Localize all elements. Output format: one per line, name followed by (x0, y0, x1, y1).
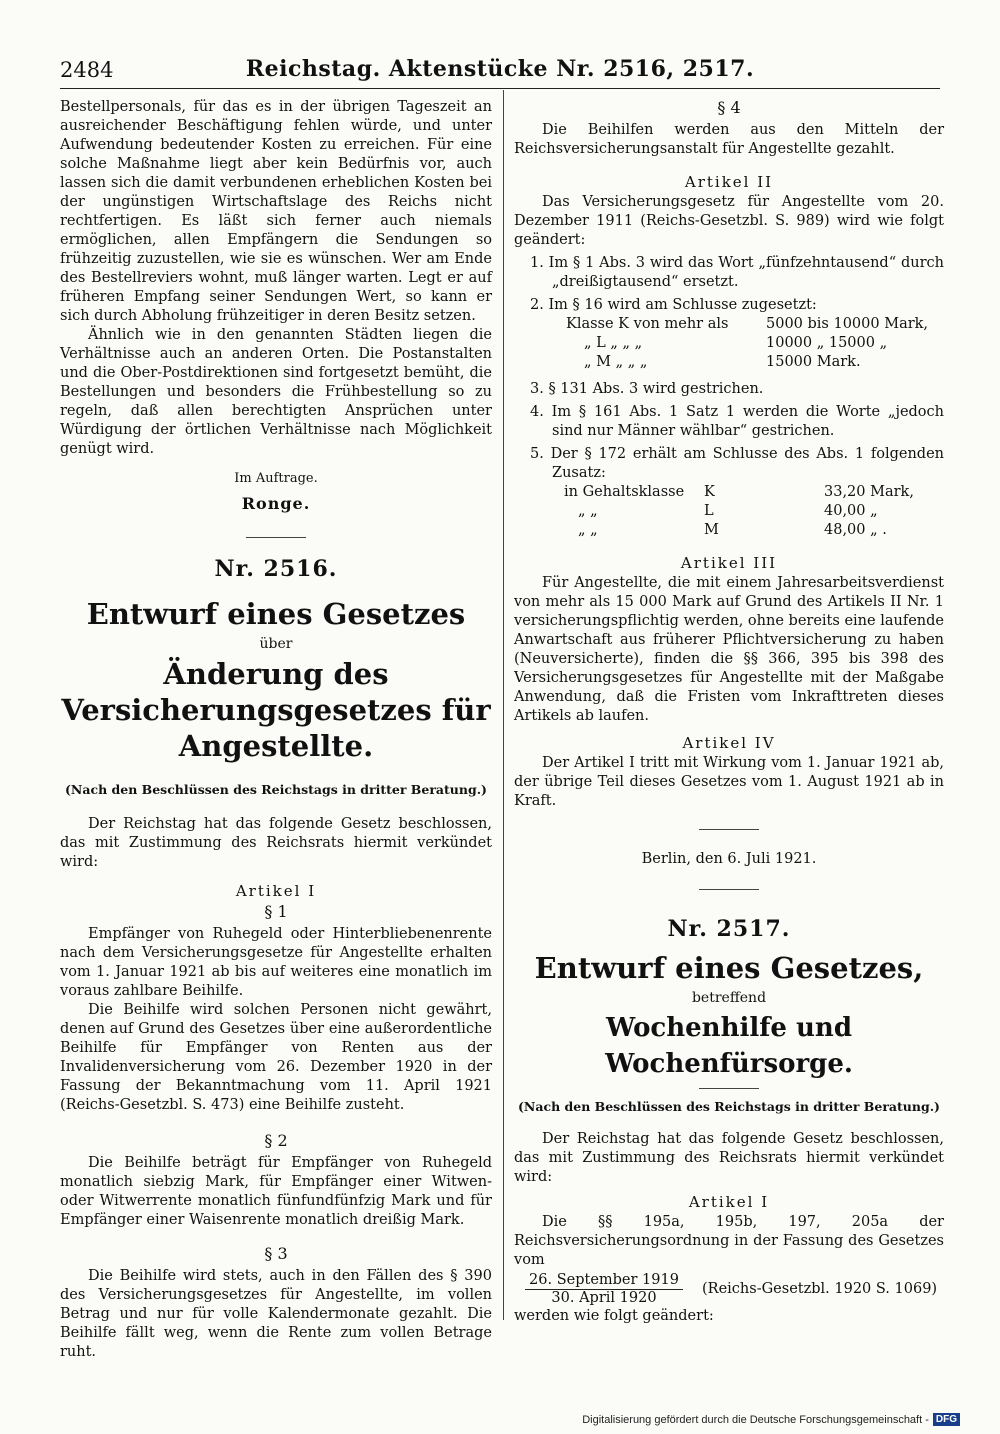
table-row (566, 353, 944, 372)
table-cell: 33,20 Mark, (824, 484, 914, 500)
document-subtitle: Wochenhilfe und Wochenfürsorge. (605, 1013, 853, 1079)
table-cell: 48,00 „ . (824, 522, 887, 538)
date-denominator: 30. April 1920 (551, 1290, 657, 1306)
section-heading: § 2 (264, 1131, 288, 1150)
table-cell: K (704, 484, 715, 500)
salary-table (514, 483, 944, 540)
left-column (60, 98, 492, 1362)
paragraph: Die Beihilfe wird stets, auch in den Fällen des § 390 des Versicherungsgesetzes für Angestellte, im vollen Betrag und nur für volle Kalendermonate gezahlt. Die Beihilfe fällt weg, wenn die Rente zum vollen Betrage ruht. (60, 1268, 492, 1360)
document-title: Entwurf eines Gesetzes (86, 597, 466, 631)
paragraph: Bestellpersonals, für das es in der übrigen Tageszeit an ausreichender Beschäftigung fehlen würde, und unter Aufwendung bedeutender Kosten zu erreichen. Für eine solche Maßnahme liegt aber kein Bedürfnis vor, auch lassen sich die damit verbundenen erheblichen Kosten bei der ungünstigen Wirtschaftslage des Reichs nicht rechtfertigen. Es läßt sich ferner auch niemals ermöglichen, allen Empfängern die Sendungen so frühzeitig zuzustellen, wie sie es wünschen. Wer am Ende des Bestellreviers wohnt, muß länger warten. Legt er auf früheren Empfang seiner Sendungen Wert, so kann er sich durch Abholung frühzeitiger in deren Besitz setzen. (60, 99, 492, 324)
table-row (566, 315, 944, 334)
paragraph: Die Beihilfen werden aus den Mitteln der Reichsversicherungsanstalt für Angestellte gezahlt. (514, 122, 944, 157)
paragraph: werden wie folgt geändert: (514, 1308, 714, 1324)
enactment-clause: Der Reichstag hat das folgende Gesetz beschlossen, das mit Zustimmung des Reichsrats hiermit verkündet wird: (60, 816, 492, 870)
list-item: 1. Im § 1 Abs. 3 wird das Wort „fünfzehntausend“ durch „dreißigtausend“ ersetzt. (530, 255, 944, 290)
article-heading: Artikel I (688, 1193, 770, 1211)
table-cell: L (704, 503, 714, 519)
divider (246, 537, 306, 538)
dfg-logo: DFG (933, 1413, 960, 1426)
article-heading: Artikel III (680, 554, 778, 572)
title-connector: betreffend (691, 990, 767, 1006)
list-item: 5. Der § 172 erhält am Schlusse des Abs. 1 folgenden Zusatz: (530, 446, 944, 481)
list-item: 4. Im § 161 Abs. 1 Satz 1 werden die Worte „jedoch sind nur Männer wählbar“ gestrichen. (530, 404, 944, 439)
paragraph: Empfänger von Ruhegeld oder Hinterbliebenenrente nach dem Versicherungsgesetze für Angestellte erhalten vom 1. Januar 1921 ab bis auf weiteres eine monatlich im voraus zahlbare Beihilfe. (60, 926, 492, 999)
place-date: Berlin, den 6. Juli 1921. (641, 851, 817, 867)
article-heading: Artikel IV (682, 734, 776, 752)
paragraph: Die Beihilfe wird solchen Personen nicht gewährt, denen auf Grund des Gesetzes über eine außerordentliche Beihilfe für Empfänger von Renten aus der Invalidenversicherung vom 26. Dezember 1920 in der Fassung der Bekanntmachung vom 11. April 1921 (Reichs-Gesetzbl. S. 473) eine Beihilfe zusteht. (60, 1002, 492, 1113)
paragraph: Der Artikel I tritt mit Wirkung vom 1. Januar 1921 ab, der übrige Teil dieses Gesetzes vom 1. August 1921 ab in Kraft. (514, 755, 944, 809)
resolution-note: (Nach den Beschlüssen des Reichstags in dritter Beratung.) (65, 782, 487, 797)
section-heading: § 3 (264, 1244, 288, 1263)
list-item: 2. Im § 16 wird am Schlusse zugesetzt: (530, 297, 817, 313)
section-heading: § 4 (717, 98, 741, 117)
date-numerator: 26. September 1919 (525, 1272, 683, 1290)
paragraph: Ähnlich wie in den genannten Städten liegen die Verhältnisse auch an anderen Orten. Die Postanstalten und die Ober-Postdirektionen sind fortgesetzt bemüht, die Bestellungen und besonders die Frühbestellung so zu regeln, daß allen berechtigten Ansprüchen unter Würdigung der örtlichen Verhältnisse nach Möglichkeit genügt wird. (60, 327, 492, 457)
document-title: Entwurf eines Gesetzes, (534, 951, 924, 985)
list-item: 3. § 131 Abs. 3 wird gestrichen. (530, 381, 764, 397)
table-cell: M (704, 522, 719, 538)
resolution-note: (Nach den Beschlüssen des Reichstags in dritter Beratung.) (518, 1099, 940, 1114)
article-heading: Artikel II (684, 173, 774, 191)
document-number: Nr. 2516. (214, 556, 338, 582)
signature: Ronge. (241, 494, 311, 513)
table-row (564, 521, 944, 540)
table-cell: „ „ (578, 503, 598, 519)
table-cell: 10000 „ 15000 „ (766, 335, 888, 351)
date-fraction-line (514, 1272, 944, 1307)
page-number: 2484 (60, 58, 114, 82)
im-auftrage: Im Auftrage. (234, 471, 318, 486)
paragraph: Das Versicherungsgesetz für Angestellte vom 20. Dezember 1911 (Reichs-Gesetzbl. S. 989) wird wie folgt geändert: (514, 194, 944, 248)
class-table (514, 315, 944, 372)
table-cell: Klasse K von mehr als (566, 316, 729, 332)
table-row (566, 334, 944, 353)
paragraph: Die Beihilfe beträgt für Empfänger von Ruhegeld monatlich siebzig Mark, für Empfänger einer Witwen- oder Witwerrente monatlich fünfundfünfzig Mark und für Empfänger einer Waisenrente monatlich dreißig Mark. (60, 1155, 492, 1228)
divider (699, 829, 759, 830)
table-cell: „ M „ „ „ (584, 354, 648, 370)
table-cell: 5000 bis 10000 Mark, (766, 316, 929, 332)
table-cell: 40,00 „ (824, 503, 878, 519)
footer-text: Digitalisierung gefördert durch die Deutsche Forschungsgemeinschaft - (582, 1413, 929, 1426)
date-fraction (514, 1272, 694, 1307)
table-cell: „ „ (578, 522, 598, 538)
column-divider (503, 90, 504, 1320)
divider (699, 1088, 759, 1089)
table-cell: „ L „ „ „ (584, 335, 643, 351)
paragraph: Für Angestellte, die mit einem Jahresarbeitsverdienst von mehr als 15 000 Mark auf Grund des Artikels II Nr. 1 versicherungspflichtig werden, ohne bereits eine laufende Anwartschaft aus früherer Pflichtversicherung zu haben (Neuversicherte), finden die §§ 366, 395 bis 398 des Versicherungsgesetzes für Angestellte mit der Maßgabe Anwendung, daß die Fristen vom Inkrafttreten dieses Artikels ab laufen. (514, 575, 944, 724)
running-title: Reichstag. Aktenstücke Nr. 2516, 2517. (245, 56, 755, 82)
table-row (564, 483, 944, 502)
article-heading: Artikel I (235, 882, 317, 900)
footer-credit (582, 1413, 960, 1426)
divider (699, 889, 759, 890)
document-subtitle: Änderung des Versicherungsgesetzes für Angestellte. (61, 657, 491, 763)
table-cell: in Gehaltsklasse (564, 484, 685, 500)
document-number: Nr. 2517. (667, 916, 791, 942)
section-heading: § 1 (264, 902, 288, 921)
paragraph: Die §§ 195a, 195b, 197, 205a der Reichsversicherungsordnung in der Fassung des Gesetzes vom (514, 1214, 944, 1268)
right-column (514, 98, 944, 1326)
table-row (564, 502, 944, 521)
enactment-clause: Der Reichstag hat das folgende Gesetz beschlossen, das mit Zustimmung des Reichsrats hiermit verkündet wird: (514, 1131, 944, 1185)
citation: (Reichs-Gesetzbl. 1920 S. 1069) (702, 1281, 938, 1297)
table-cell: 15000 Mark. (766, 354, 861, 370)
title-connector: über (259, 636, 293, 652)
page-header (60, 54, 940, 89)
